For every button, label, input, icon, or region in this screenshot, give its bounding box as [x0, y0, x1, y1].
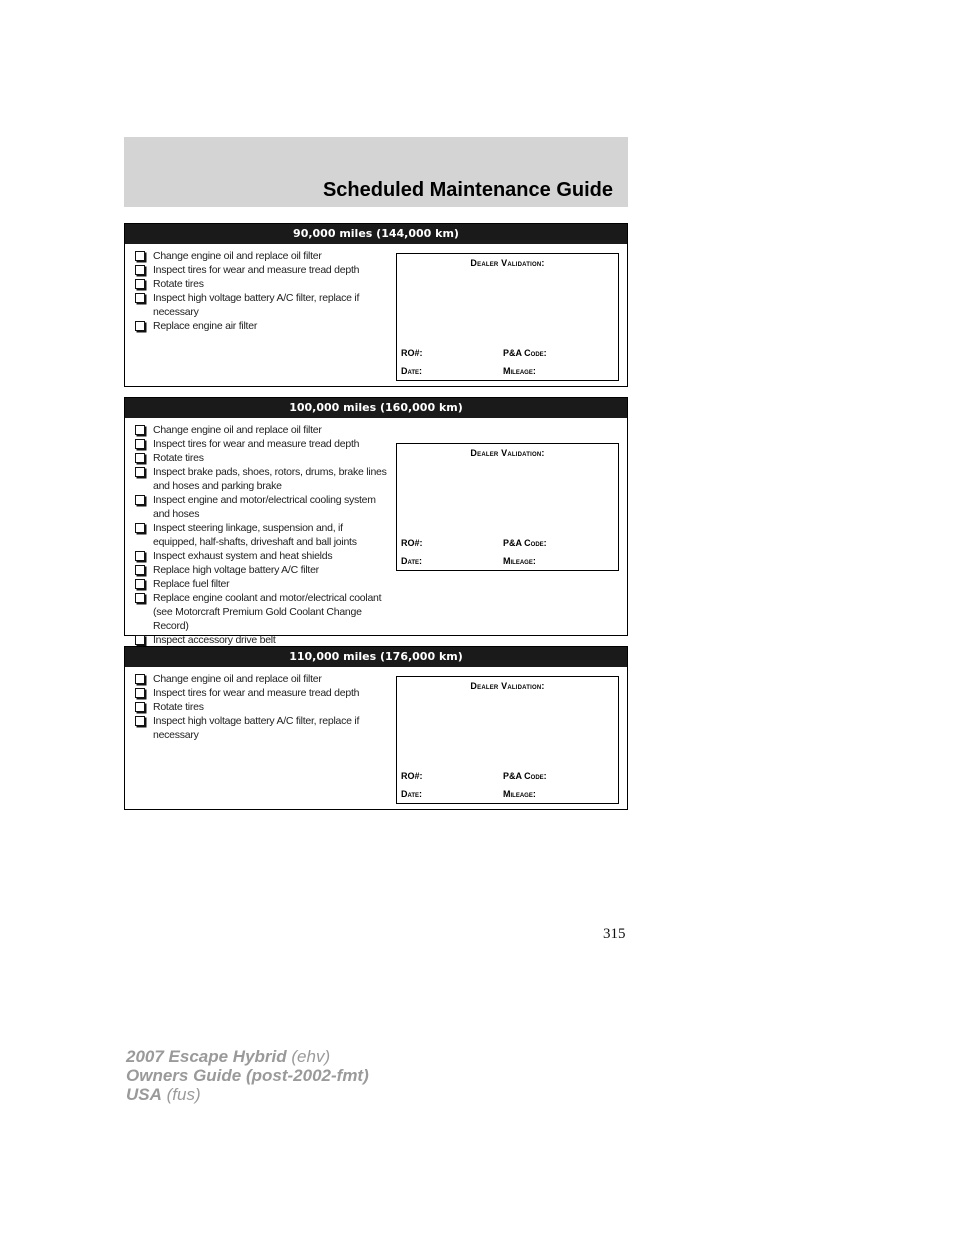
task-item: [135, 277, 387, 291]
task-item: [135, 319, 387, 333]
task-label: Replace fuel filter: [153, 578, 230, 590]
task-item: [135, 249, 387, 263]
task-item: [135, 521, 387, 549]
footer-model: 2007 Escape Hybrid: [126, 1047, 287, 1066]
pa-code-label: P&A Code:: [503, 771, 547, 781]
dealer-validation-box: [396, 253, 619, 381]
task-label: Inspect brake pads, shoes, rotors, drums, brake lines and hoses and parking brake: [153, 466, 387, 492]
checkbox-icon[interactable]: [135, 702, 145, 712]
mileage-label: Mileage:: [503, 556, 536, 566]
checkbox-icon[interactable]: [135, 635, 145, 645]
footer-line-3: [126, 1085, 369, 1104]
task-label: Inspect tires for wear and measure tread depth: [153, 438, 360, 450]
task-item: [135, 451, 387, 465]
task-label: Inspect tires for wear and measure tread depth: [153, 687, 360, 699]
pa-code-label: P&A Code:: [503, 348, 547, 358]
dealer-validation-label: Dealer Validation:: [470, 258, 545, 268]
document-footer: [126, 1047, 369, 1104]
task-item: [135, 437, 387, 451]
checkbox-icon[interactable]: [135, 265, 145, 275]
checkbox-icon[interactable]: [135, 551, 145, 561]
footer-line-2: [126, 1066, 369, 1085]
task-label: Inspect engine and motor/electrical cooling system and hoses: [153, 494, 376, 520]
ro-label: RO#:: [401, 771, 423, 781]
block-heading: 90,000 miles (144,000 km): [125, 224, 627, 244]
dealer-validation-label: Dealer Validation:: [470, 448, 545, 458]
task-label: Change engine oil and replace oil filter: [153, 673, 322, 685]
task-label: Inspect high voltage battery A/C filter, replace if necessary: [153, 292, 360, 318]
task-label: Inspect exhaust system and heat shields: [153, 550, 333, 562]
pa-code-label: P&A Code:: [503, 538, 547, 548]
task-item: [135, 700, 387, 714]
block-heading: 100,000 miles (160,000 km): [125, 398, 627, 418]
task-item: [135, 549, 387, 563]
checkbox-icon[interactable]: [135, 251, 145, 261]
task-item: [135, 263, 387, 277]
checkbox-icon[interactable]: [135, 579, 145, 589]
task-label: Inspect steering linkage, suspension and, if equipped, half-shafts, driveshaft and ball joints: [153, 522, 357, 548]
checkbox-icon[interactable]: [135, 674, 145, 684]
footer-line-1: [126, 1047, 369, 1066]
maintenance-block: [124, 223, 628, 387]
task-item: [135, 563, 387, 577]
task-item: [135, 465, 387, 493]
task-label: Rotate tires: [153, 278, 204, 290]
task-item: [135, 291, 387, 319]
checkbox-icon[interactable]: [135, 321, 145, 331]
checkbox-icon[interactable]: [135, 439, 145, 449]
page-title: Scheduled Maintenance Guide: [322, 179, 613, 201]
task-list: [135, 249, 387, 333]
task-label: Rotate tires: [153, 452, 204, 464]
checkbox-icon[interactable]: [135, 688, 145, 698]
page-number: 315: [603, 926, 626, 942]
task-item: [135, 493, 387, 521]
task-label: Inspect accessory drive belt: [153, 634, 276, 646]
maintenance-block: [124, 646, 628, 810]
task-label: Replace engine air filter: [153, 320, 258, 332]
task-list: [135, 672, 387, 742]
task-label: Replace high voltage battery A/C filter: [153, 564, 319, 576]
checkbox-icon[interactable]: [135, 293, 145, 303]
task-label: Rotate tires: [153, 701, 204, 713]
task-label: Replace engine coolant and motor/electrical coolant (see Motorcraft Premium Gold Coolant Change Record): [153, 592, 382, 632]
header-band: [124, 137, 628, 207]
dealer-validation-label: Dealer Validation:: [470, 681, 545, 691]
task-item: [135, 577, 387, 591]
footer-model-code: (ehv): [291, 1047, 331, 1066]
date-label: Date:: [401, 556, 423, 566]
footer-market: USA: [126, 1085, 162, 1104]
checkbox-icon[interactable]: [135, 467, 145, 477]
task-label: Inspect high voltage battery A/C filter, replace if necessary: [153, 715, 360, 741]
task-item: [135, 672, 387, 686]
task-list: [135, 423, 387, 661]
mileage-label: Mileage:: [503, 366, 536, 376]
checkbox-icon[interactable]: [135, 565, 145, 575]
date-label: Date:: [401, 789, 423, 799]
maintenance-block: [124, 397, 628, 646]
task-item: [135, 686, 387, 700]
checkbox-icon[interactable]: [135, 716, 145, 726]
task-label: Change engine oil and replace oil filter: [153, 250, 322, 262]
block-heading: 110,000 miles (176,000 km): [125, 647, 627, 667]
footer-guide: Owners Guide (post-2002-fmt): [126, 1066, 369, 1085]
task-item: [135, 591, 387, 633]
checkbox-icon[interactable]: [135, 425, 145, 435]
ro-label: RO#:: [401, 538, 423, 548]
checkbox-icon[interactable]: [135, 523, 145, 533]
task-item: [135, 423, 387, 437]
task-item: [135, 714, 387, 742]
ro-label: RO#:: [401, 348, 423, 358]
checkbox-icon[interactable]: [135, 495, 145, 505]
footer-market-code: (fus): [166, 1085, 201, 1104]
checkbox-icon[interactable]: [135, 279, 145, 289]
task-label: Change engine oil and replace oil filter: [153, 424, 322, 436]
dealer-validation-box: [396, 443, 619, 571]
task-label: Inspect tires for wear and measure tread depth: [153, 264, 360, 276]
mileage-label: Mileage:: [503, 789, 536, 799]
dealer-validation-box: [396, 676, 619, 804]
date-label: Date:: [401, 366, 423, 376]
checkbox-icon[interactable]: [135, 593, 145, 603]
checkbox-icon[interactable]: [135, 453, 145, 463]
task-item: [135, 633, 387, 647]
